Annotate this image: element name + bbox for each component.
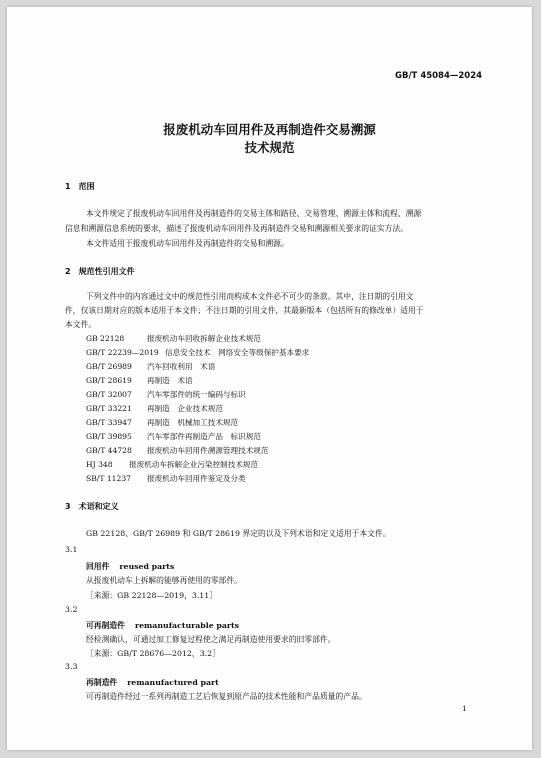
reference-title: 报废机动车拆解企业污染控制技术规范 xyxy=(129,460,259,469)
term-source: ［来源：GB/T 28676—2012，3.2］ xyxy=(86,649,220,658)
term-cn: 回用件 xyxy=(86,562,110,571)
reference-item xyxy=(86,361,215,372)
term-number: 3.3 xyxy=(65,662,78,671)
reference-code: GB/T 22239—2019 xyxy=(86,348,159,357)
reference-code: GB/T 32007 xyxy=(86,390,132,399)
term-number: 3.2 xyxy=(65,605,78,614)
reference-title: 再制造 机械加工技术规范 xyxy=(147,418,239,427)
reference-item xyxy=(86,445,269,456)
section-1-heading: 1 范围 xyxy=(65,182,95,191)
term-number: 3.1 xyxy=(65,545,78,554)
reference-title: 再制造 企业技术规范 xyxy=(147,404,223,413)
term-cn: 可再制造件 xyxy=(86,621,125,630)
document-page xyxy=(7,7,532,750)
reference-item xyxy=(86,403,223,414)
term-source: ［来源：GB 22128—2019，3.11］ xyxy=(86,591,218,600)
term-heading xyxy=(86,677,219,688)
term-heading xyxy=(86,620,239,631)
term-definition: 可再制造件经过一系列再制造工艺后恢复到原产品的技术性能和产品质量的产品。 xyxy=(86,692,367,701)
reference-item xyxy=(86,459,258,470)
reference-title: 报废机动车回用件溯源管理技术规范 xyxy=(147,446,269,455)
section-1-para2: 本文件适用于报废机动车回用件及再制造件的交易和溯源。 xyxy=(86,239,289,248)
reference-item xyxy=(86,431,261,442)
reference-title: 信息安全技术 网络安全等级保护基本要求 xyxy=(165,348,310,357)
section-1-para1-line1: 本文件规定了报废机动车回用件及再制造件的交易主体和路径、交易管理、溯源主体和流程、溯源 xyxy=(86,209,422,218)
reference-code: HJ 348 xyxy=(86,460,113,469)
document-number: GB/T 45084—2024 xyxy=(395,71,483,81)
reference-title: 汽车零部件的统一编码与标识 xyxy=(147,390,246,399)
reference-item xyxy=(86,333,261,344)
reference-item xyxy=(86,417,238,428)
reference-code: GB/T 44728 xyxy=(86,446,132,455)
term-definition: 从报废机动车上拆解的能够再使用的零部件。 xyxy=(86,576,242,585)
page-number: 1 xyxy=(462,704,467,713)
reference-code: GB/T 33947 xyxy=(86,418,132,427)
reference-code: GB/T 33221 xyxy=(86,404,132,413)
section-2-para-line3: 本文件。 xyxy=(65,320,97,329)
reference-item xyxy=(86,347,309,358)
reference-code: GB 22128 xyxy=(86,334,125,343)
term-definition: 经检测确认，可通过加工修复过程使之满足再制造使用要求的旧零部件。 xyxy=(86,635,336,644)
reference-code: GB/T 39895 xyxy=(86,432,132,441)
document-title-line1: 报废机动车回用件及再制造件交易溯源 xyxy=(163,122,376,137)
term-en: remanufacturable parts xyxy=(134,621,239,630)
reference-title: 报废机动车回收拆解企业技术规范 xyxy=(147,334,261,343)
section-2-para-line2: 件，仅该日期对应的版本适用于本文件；不注日期的引用文件，其最新版本（包括所有的修改单）适用于 xyxy=(65,306,424,315)
section-1-para1-line2: 信息和溯源信息系统的要求，描述了报废机动车回用件及再制造件交易和溯源相关要求的证实方法。 xyxy=(65,224,409,233)
section-3-intro: GB 22128、GB/T 26989 和 GB/T 28619 界定的以及下列术语和定义适用于本文件。 xyxy=(86,529,391,538)
term-en: reused parts xyxy=(119,562,175,571)
document-title-line2: 技术规范 xyxy=(244,140,295,155)
term-heading xyxy=(86,561,174,572)
reference-title: 汽车回收利用 术语 xyxy=(147,362,216,371)
reference-title: 报废机动车回用件鉴定及分类 xyxy=(147,474,246,483)
section-3-heading: 3 术语和定义 xyxy=(65,502,119,511)
reference-code: SB/T 11237 xyxy=(86,474,131,483)
reference-title: 再制造 术语 xyxy=(147,376,193,385)
term-en: remanufactured part xyxy=(127,678,219,687)
section-2-heading: 2 规范性引用文件 xyxy=(65,267,135,276)
reference-code: GB/T 28619 xyxy=(86,376,132,385)
reference-item xyxy=(86,375,193,386)
reference-item xyxy=(86,473,246,484)
section-2-para-line1: 下列文件中的内容通过文中的规范性引用而构成本文件必不可少的条款。其中，注日期的引用文 xyxy=(86,292,414,301)
reference-code: GB/T 26989 xyxy=(86,362,132,371)
term-cn: 再制造件 xyxy=(86,678,118,687)
reference-item xyxy=(86,389,246,400)
reference-title: 汽车零部件再制造产品 标识规范 xyxy=(147,432,261,441)
